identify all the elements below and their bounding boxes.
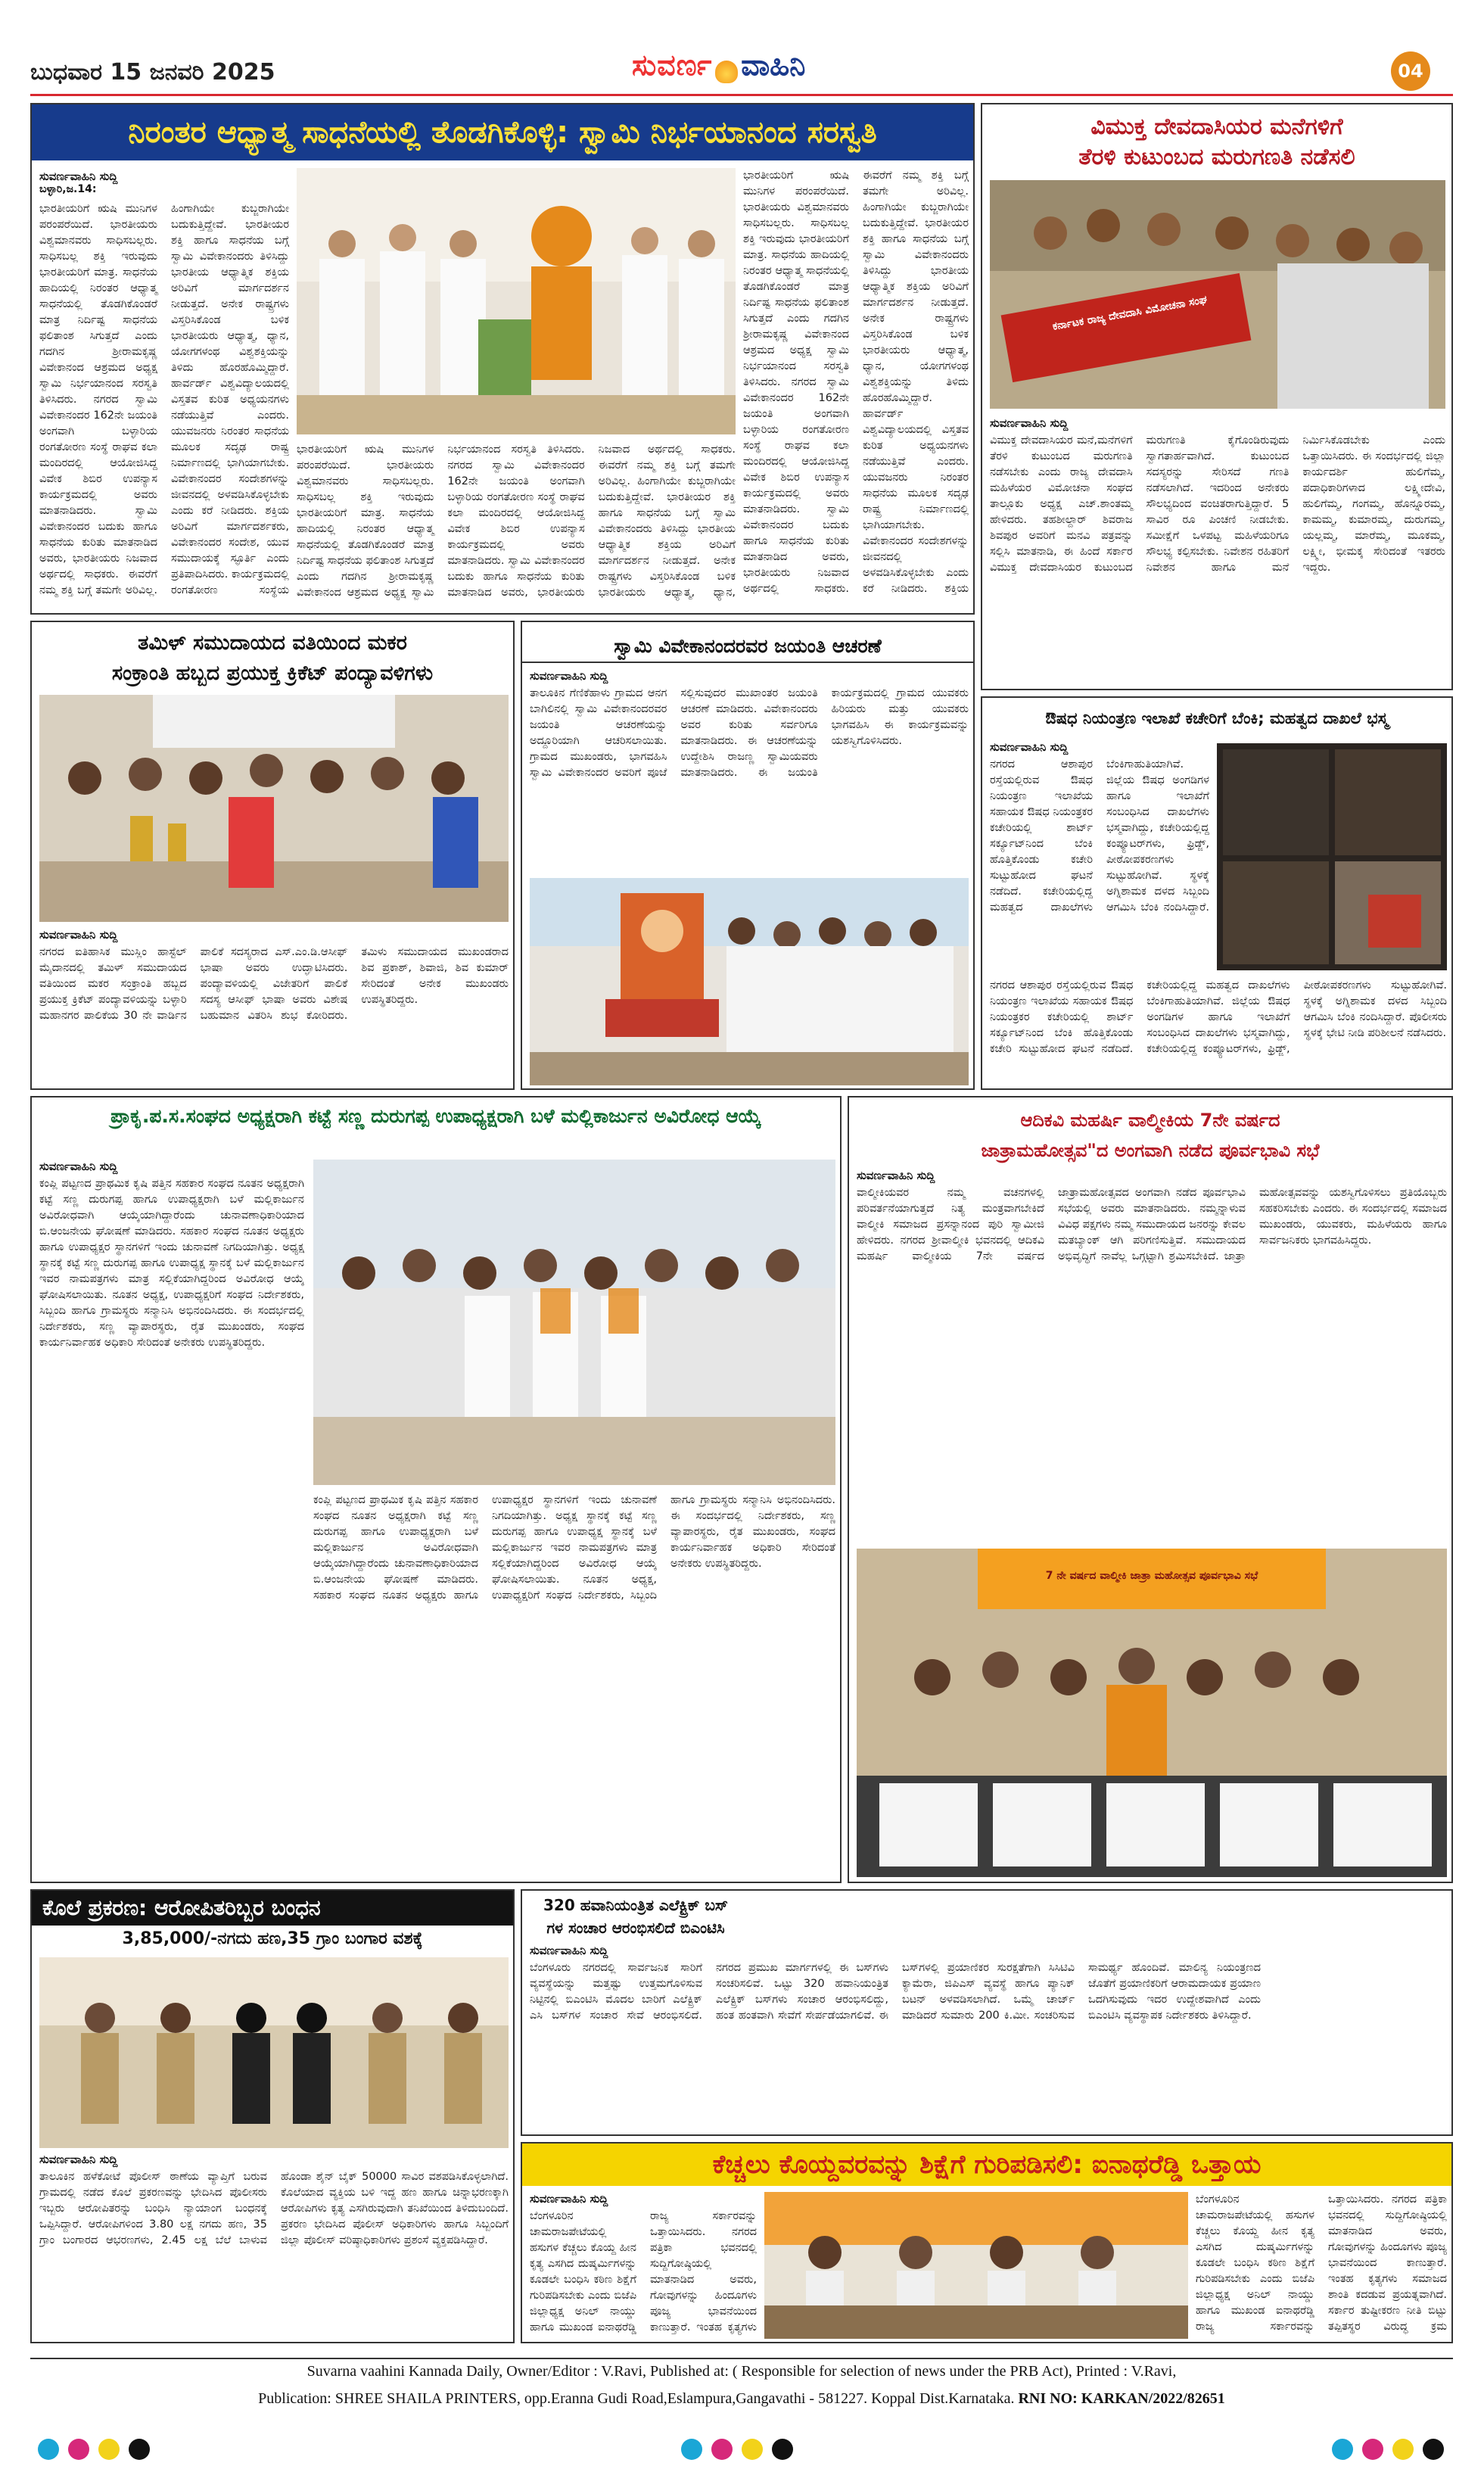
registration-mark-cyan-3 bbox=[1332, 2439, 1353, 2460]
footer-address: Publication: SHREE SHAILA PRINTERS, opp.Eranna Gudi Road,Eslampura,Gangavathi - 581227. Koppal Dist.Karnataka. bbox=[258, 2390, 1015, 2407]
vivekananda-photo-illustration bbox=[530, 878, 969, 1085]
pacs-body-right: ಕಂಪ್ಲಿ ಪಟ್ಟಣದ ಪ್ರಾಥಮಿಕ ಕೃಷಿ ಪತ್ತಿನ ಸಹಕಾರ ಸಂಘದ ನೂತನ ಅಧ್ಯಕ್ಷರಾಗಿ ಕಟ್ಟೆ ಸಣ್ಣ ದುರುಗಪ್ಪ ಹಾಗೂ ಉಪಾಧ್ಯಕ್ಷರಾಗಿ ಬಳೆ ಮಲ್ಲಿಕಾರ್ಜುನ ಅವಿರೋಧವಾಗಿ ಆಯ್ಕೆಯಾಗಿದ್ದಾರೆಂದು ಚುನಾವಣಾಧಿಕಾರಿಯಾದ ಬಿ.ಆಂಜನೇಯ ಘೋಷಣೆ ಮಾಡಿದರು. ಸಹಕಾರ ಸಂಘದ ನೂತನ ಅಧ್ಯಕ್ಷರು ಹಾಗೂ ಉಪಾಧ್ಯಕ್ಷರ ಸ್ಥಾನಗಳಿಗೆ ಇಂದು ಚುನಾವಣೆ ನಿಗದಿಯಾಗಿತ್ತು. ಅಧ್ಯಕ್ಷ ಸ್ಥಾನಕ್ಕೆ ಕಟ್ಟೆ ಸಣ್ಣ ದುರುಗಪ್ಪ ಹಾಗೂ ಉಪಾಧ್ಯಕ್ಷ ಸ್ಥಾನಕ್ಕೆ ಬಳೆ ಮಲ್ಲಿಕಾರ್ಜುನ ಇವರ ನಾಮಪತ್ರಗಳು ಮಾತ್ರ ಸಲ್ಲಿಕೆಯಾಗಿದ್ದರಿಂದ ಅವಿರೋಧ ಆಯ್ಕೆ ಘೋಷಿಸಲಾಯಿತು. ನೂತನ ಅಧ್ಯಕ್ಷ, ಉಪಾಧ್ಯಕ್ಷರಿಗೆ ಸಂಘದ ನಿರ್ದೇಶಕರು, ಸಿಬ್ಬಂದಿ ಹಾಗೂ ಗ್ರಾಮಸ್ಥರು ಸನ್ಮಾನಿಸಿ ಅಭಿನಂದಿಸಿದರು. ಈ ಸಂದರ್ಭದಲ್ಲಿ ನಿರ್ದೇಶಕರು, ಸಣ್ಣ ವ್ಯಾಪಾರಸ್ಥರು, ರೈತ ಮುಖಂಡರು, ಸಂಘದ ಕಾರ್ಯನಿರ್ವಾಹಕ ಅಧಿಕಾರಿ ಸೇರಿದಂತೆ ಅನೇಕರು ಉಪಸ್ಥಿತರಿದ್ದರು. bbox=[313, 1494, 835, 1602]
issue-date: ಬುಧವಾರ 15 ಜನವರಿ 2025 bbox=[30, 59, 275, 86]
lead-body-right: ಭಾರತೀಯರಿಗೆ ಋಷಿ ಮುನಿಗಳ ಪರಂಪರೆಯಿದೆ. ಭಾರತೀಯರು ವಿಶ್ವಮಾನವರು ಸಾಧಿಸಬಲ್ಲರು. ಸಾಧಿಸಬಲ್ಲ ಶಕ್ತಿ ಇರುವುದು ಭಾರತೀಯರಿಗೆ ಮಾತ್ರ. ಸಾಧನೆಯ ಹಾದಿಯಲ್ಲಿ ನಿರಂತರ ಆಧ್ಯಾತ್ಮ ಸಾಧನೆಯಲ್ಲಿ ತೊಡಗಿಕೊಂಡರೆ ಮಾತ್ರ ನಿರ್ದಿಷ್ಟ ಸಾಧನೆಯ ಫಲಿತಾಂಶ ಸಿಗುತ್ತದೆ ಎಂದು ಗದಗಿನ ಶ್ರೀರಾಮಕೃಷ್ಣ ವಿವೇಕಾನಂದ ಆಶ್ರಮದ ಅಧ್ಯಕ್ಷ ಸ್ವಾಮಿ ನಿರ್ಭಯಾನಂದ ಸರಸ್ವತಿ ತಿಳಿಸಿದರು. ನಗರದ ಸ್ವಾಮಿ ವಿವೇಕಾನಂದರ 162ನೇ ಜಯಂತಿ ಅಂಗವಾಗಿ ಬಳ್ಳಾರಿಯ ರಂಗತೋರಣ ಸಂಸ್ಥೆ ರಾಘವ ಕಲಾ ಮಂದಿರದಲ್ಲಿ ಆಯೋಜಿಸಿದ್ದ ವಿವೇಕ ಶಿಬಿರ ಉಪನ್ಯಾಸ ಕಾರ್ಯಕ್ರಮದಲ್ಲಿ ಅವರು ಮಾತನಾಡಿದರು. ಸ್ವಾಮಿ ವಿವೇಕಾನಂದರ ಬದುಕು ಹಾಗೂ ಸಾಧನೆಯ ಕುರಿತು ಮಾತನಾಡಿದ ಅವರು, ಭಾರತೀಯರು ನಿಜವಾದ ಅರ್ಥದಲ್ಲಿ ಸಾಧಕರು. ಈವರೆಗೆ ನಮ್ಮ ಶಕ್ತಿ ಬಗ್ಗೆ ತಮಗೇ ಅರಿವಿಲ್ಲ. ಹಿಂಗಾಗಿಯೇ ಕುಬ್ಜರಾಗಿಯೇ ಬದುಕುತ್ತಿದ್ದೇವೆ. ಭಾರತೀಯರ ಶಕ್ತಿ ಹಾಗೂ ಸಾಧನೆಯ ಬಗ್ಗೆ ಸ್ವಾಮಿ ವಿವೇಕಾನಂದರು ತಿಳಿಸಿದ್ದು ಭಾರತೀಯ ಆಧ್ಯಾತ್ಮಿಕ ಶಕ್ತಿಯ ಅರಿವಿಗೆ ಮಾರ್ಗದರ್ಶನ ನೀಡುತ್ತದೆ. ಅನೇಕ ರಾಷ್ಟ್ರಗಳು ವಿಸ್ತರಿಸಿಕೊಂಡ ಬಳಿಕ ಭಾರತೀಯರು ಆಧ್ಯಾತ್ಮ, ಧ್ಯಾನ, ಯೋಗಗಳಂಥ ವಿಶ್ವಶಕ್ತಿಯನ್ನು ತಿಳಿದು ಹೊರಹೊಮ್ಮಿದ್ದಾರೆ. ಹಾರ್ವರ್ಡ್ ವಿಶ್ವವಿದ್ಯಾಲಯದಲ್ಲಿ ವಿಸ್ತತವ ಕುರಿತ ಅಧ್ಯಯನಗಳು ನಡೆಯುತ್ತಿವೆ ಎಂದರು. ಯುವಜನರು ನಿರಂತರ ಸಾಧನೆಯ ಮೂಲಕ ಸದೃಢ ರಾಷ್ಟ್ರ ನಿರ್ಮಾಣದಲ್ಲಿ ಭಾಗಿಯಾಗಬೇಕು. ವಿವೇಕಾನಂದರ ಸಂದೇಶಗಳನ್ನು ಜೀವನದಲ್ಲಿ ಅಳವಡಿಸಿಕೊಳ್ಳಬೇಕು ಎಂದು ಕರೆ ನೀಡಿದರು. ಶಕ್ತಿಯ bbox=[743, 170, 969, 595]
ainathreddy-photo bbox=[764, 2192, 1188, 2339]
ainathreddy-byline: ಸುವರ್ಣವಾಹಿನಿ ಸುದ್ದಿ bbox=[530, 2192, 608, 2206]
masthead-logo bbox=[632, 48, 859, 91]
registration-mark-magenta bbox=[68, 2439, 89, 2460]
ainathreddy-article bbox=[521, 2142, 1453, 2343]
cricket-byline: ಸುವರ್ಣವಾಹಿನಿ ಸುದ್ದಿ bbox=[39, 928, 118, 942]
vivekananda-article bbox=[521, 621, 975, 1090]
devadasi-article bbox=[981, 103, 1453, 690]
murder-photo bbox=[39, 1957, 509, 2148]
lead-dateline: ಬಳ್ಳಾರಿ,ಜ.14: bbox=[39, 183, 97, 195]
lead-byline: ಸುವರ್ಣವಾಹಿನಿ ಸುದ್ದಿ bbox=[39, 170, 118, 183]
valmiki-byline: ಸುವರ್ಣವಾಹಿನಿ ಸುದ್ದಿ bbox=[857, 1169, 935, 1182]
registration-mark-black-2 bbox=[772, 2439, 793, 2460]
fire-article bbox=[981, 696, 1453, 1090]
valmiki-body: ವಾಲ್ಮೀಕಿಯವರ ನಮ್ಮ ವಚನಗಳಲ್ಲಿ ಪರಿವರ್ತನೆಯಾಗುತ್ತದೆ ನಿತ್ಯ ಮಂತ್ರವಾಗಬೇಕಿದೆ ವಾಲ್ಮೀಕಿ ಸಮಾಜದ ಪ್ರಸನ್ನಾನಂದ ಪುರಿ ಸ್ವಾಮೀಜಿ ಹೇಳಿದರು. ನಗರದ ಶ್ರೀವಾಲ್ಮೀಕಿ ಭವನದಲ್ಲಿ ಆದಿಕವಿ ಮಹರ್ಷಿ ವಾಲ್ಮೀಕಿಯ 7ನೇ ವರ್ಷದ ಜಾತ್ರಾಮಹೋತ್ಸವದ ಅಂಗವಾಗಿ ನಡೆದ ಪೂರ್ವಭಾವಿ ಸಭೆಯಲ್ಲಿ ಅವರು ಮಾತನಾಡಿದರು. ನಮ್ಮನ್ನಾಳುವ ವಿವಿಧ ಪಕ್ಷಗಳು ನಮ್ಮ ಸಮುದಾಯದ ಜನರನ್ನು ಕೇವಲ ಮತಬ್ಯಾಂಕ್ ಆಗಿ ಪರಿಗಣಿಸುತ್ತಿವೆ. ಸಮುದಾಯದ ಅಭಿವೃದ್ಧಿಗೆ ನಾವೆಲ್ಲ ಒಗ್ಗಟ್ಟಾಗಿ ಶ್ರಮಿಸಬೇಕಿದೆ. ಜಾತ್ರಾ ಮಹೋತ್ಸವವನ್ನು ಯಶಸ್ವಿಗೊಳಿಸಲು ಪ್ರತಿಯೊಬ್ಬರು ಸಹಕರಿಸಬೇಕು ಎಂದರು. ಈ ಸಂದರ್ಭದಲ್ಲಿ ಸಮಾಜದ ಮುಖಂಡರು, ಯುವಕರು, ಮಹಿಳೆಯರು ಹಾಗೂ ಸಾರ್ವಜನಿಕರು ಭಾಗವಹಿಸಿದ್ದರು. bbox=[857, 1187, 1447, 1262]
murder-headline: ಕೊಲೆ ಪ್ರಕರಣ: ಆರೋಪಿತರಿಬ್ಬರ ಬಂಧನ bbox=[32, 1891, 513, 1926]
registration-mark-magenta-2 bbox=[711, 2439, 733, 2460]
cricket-headline-2: ಸಂಕ್ರಾಂತಿ ಹಬ್ಬದ ಪ್ರಯುಕ್ತ ಕ್ರಿಕೆಟ್ ಪಂದ್ಯಾವಳಿಗಳು bbox=[111, 662, 434, 685]
cricket-photo-illustration bbox=[39, 695, 509, 922]
murder-byline: ಸುವರ್ಣವಾಹಿನಿ ಸುದ್ದಿ bbox=[39, 2153, 118, 2166]
murder-subhead: 3,85,000/-ನಗದು ಹಣ,35 ಗ್ರಾಂ ಬಂಗಾರ ವಶಕ್ಕೆ bbox=[122, 1929, 423, 1948]
page-number: 04 bbox=[1391, 51, 1430, 91]
masthead-divider bbox=[30, 94, 1453, 96]
lead-photo-illustration bbox=[297, 168, 736, 434]
bus-body: ಬೆಂಗಳೂರು ನಗರದಲ್ಲಿ ಸಾರ್ವಜನಿಕ ಸಾರಿಗೆ ವ್ಯವಸ್ಥೆಯನ್ನು ಮತ್ತಷ್ಟು ಉತ್ತಮಗೊಳಿಸುವ ನಿಟ್ಟಿನಲ್ಲಿ ಬಿಎಂಟಿಸಿ ಮೊದಲ ಬಾರಿಗೆ ಎಲೆಕ್ಟ್ರಿಕ್ ಎಸಿ ಬಸ್‌ಗಳ ಸಂಚಾರ ಸೇವೆ ಆರಂಭಿಸಲಿದೆ. ನಗರದ ಪ್ರಮುಖ ಮಾರ್ಗಗಳಲ್ಲಿ ಈ ಬಸ್‌ಗಳು ಸಂಚರಿಸಲಿವೆ. ಒಟ್ಟು 320 ಹವಾನಿಯಂತ್ರಿತ ಎಲೆಕ್ಟ್ರಿಕ್ ಬಸ್‌ಗಳು ಸಂಚಾರ ಆರಂಭಿಸಲಿದ್ದು, ಹಂತ ಹಂತವಾಗಿ ಸೇವೆಗೆ ಸೇರ್ಪಡೆಯಾಗಲಿವೆ. ಈ ಬಸ್‌ಗಳಲ್ಲಿ ಪ್ರಯಾಣಿಕರ ಸುರಕ್ಷತೆಗಾಗಿ ಸಿಸಿಟಿವಿ ಕ್ಯಾಮೆರಾ, ಜಿಪಿಎಸ್ ವ್ಯವಸ್ಥೆ ಹಾಗೂ ಪ್ಯಾನಿಕ್ ಬಟನ್ ಅಳವಡಿಸಲಾಗಿದೆ. ಒಮ್ಮೆ ಚಾರ್ಜ್ ಮಾಡಿದರೆ ಸುಮಾರು 200 ಕಿ.ಮೀ. ಸಂಚರಿಸುವ ಸಾಮರ್ಥ್ಯ ಹೊಂದಿವೆ. ಮಾಲಿನ್ಯ ನಿಯಂತ್ರಣದ ಜೊತೆಗೆ ಪ್ರಯಾಣಿಕರಿಗೆ ಆರಾಮದಾಯಕ ಪ್ರಯಾಣ ಒದಗಿಸುವುದು ಇದರ ಉದ್ದೇಶವಾಗಿದೆ ಎಂದು ಬಿಎಂಟಿಸಿ ವ್ಯವಸ್ಥಾಪಕ ನಿರ್ದೇಶಕರು ತಿಳಿಸಿದ್ದಾರೆ. bbox=[530, 1962, 1261, 2022]
lead-body-mid: ಭಾರತೀಯರಿಗೆ ಋಷಿ ಮುನಿಗಳ ಪರಂಪರೆಯಿದೆ. ಭಾರತೀಯರು ವಿಶ್ವಮಾನವರು ಸಾಧಿಸಬಲ್ಲರು. ಸಾಧಿಸಬಲ್ಲ ಶಕ್ತಿ ಇರುವುದು ಭಾರತೀಯರಿಗೆ ಮಾತ್ರ. ಸಾಧನೆಯ ಹಾದಿಯಲ್ಲಿ ನಿರಂತರ ಆಧ್ಯಾತ್ಮ ಸಾಧನೆಯಲ್ಲಿ ತೊಡಗಿಕೊಂಡರೆ ಮಾತ್ರ ನಿರ್ದಿಷ್ಟ ಸಾಧನೆಯ ಫಲಿತಾಂಶ ಸಿಗುತ್ತದೆ ಎಂದು ಗದಗಿನ ಶ್ರೀರಾಮಕೃಷ್ಣ ವಿವೇಕಾನಂದ ಆಶ್ರಮದ ಅಧ್ಯಕ್ಷ ಸ್ವಾಮಿ ನಿರ್ಭಯಾನಂದ ಸರಸ್ವತಿ ತಿಳಿಸಿದರು. ನಗರದ ಸ್ವಾಮಿ ವಿವೇಕಾನಂದರ 162ನೇ ಜಯಂತಿ ಅಂಗವಾಗಿ ಬಳ್ಳಾರಿಯ ರಂಗತೋರಣ ಸಂಸ್ಥೆ ರಾಘವ ಕಲಾ ಮಂದಿರದಲ್ಲಿ ಆಯೋಜಿಸಿದ್ದ ವಿವೇಕ ಶಿಬಿರ ಉಪನ್ಯಾಸ ಕಾರ್ಯಕ್ರಮದಲ್ಲಿ ಅವರು ಮಾತನಾಡಿದರು. ಸ್ವಾಮಿ ವಿವೇಕಾನಂದರ ಬದುಕು ಹಾಗೂ ಸಾಧನೆಯ ಕುರಿತು ಮಾತನಾಡಿದ ಅವರು, ಭಾರತೀಯರು ನಿಜವಾದ ಅರ್ಥದಲ್ಲಿ ಸಾಧಕರು. ಈವರೆಗೆ ನಮ್ಮ ಶಕ್ತಿ ಬಗ್ಗೆ ತಮಗೇ ಅರಿವಿಲ್ಲ. ಹಿಂಗಾಗಿಯೇ ಕುಬ್ಜರಾಗಿಯೇ ಬದುಕುತ್ತಿದ್ದೇವೆ. ಭಾರತೀಯರ ಶಕ್ತಿ ಹಾಗೂ ಸಾಧನೆಯ ಬಗ್ಗೆ ಸ್ವಾಮಿ ವಿವೇಕಾನಂದರು ತಿಳಿಸಿದ್ದು ಭಾರತೀಯ ಆಧ್ಯಾತ್ಮಿಕ ಶಕ್ತಿಯ ಅರಿವಿಗೆ ಮಾರ್ಗದರ್ಶನ ನೀಡುತ್ತದೆ. ಅನೇಕ ರಾಷ್ಟ್ರಗಳು ವಿಸ್ತರಿಸಿಕೊಂಡ ಬಳಿಕ ಭಾರತೀಯರು ಆಧ್ಯಾತ್ಮ, ಧ್ಯಾನ, bbox=[297, 444, 736, 599]
bus-headline-1: 320 ಹವಾನಿಯಂತ್ರಿತ ಎಲೆಕ್ಟ್ರಿಕ್ ಬಸ್ bbox=[543, 1896, 728, 1914]
lead-article bbox=[30, 103, 975, 615]
registration-mark-black bbox=[129, 2439, 150, 2460]
vivekananda-photo bbox=[530, 878, 969, 1085]
footer-imprint-1: Suvarna vaahini Kannada Daily, Owner/Editor : V.Ravi, Published at: ( Responsible for selection of news under the PRB Act), Printed : V.Ravi, bbox=[306, 2363, 1177, 2380]
valmiki-stage-banner: 7 ನೇ ವರ್ಷದ ವಾಲ್ಮೀಕಿ ಜಾತ್ರಾ ಮಹೋತ್ಸವ ಪೂರ್ವಭಾವಿ ಸಭೆ bbox=[1045, 1570, 1258, 1582]
brand-left: ಸುವರ್ಣ bbox=[632, 48, 713, 82]
valmiki-headline-1: ಆದಿಕವಿ ಮಹರ್ಷಿ ವಾಲ್ಮೀಕಿಯ 7ನೇ ವರ್ಷದ bbox=[1020, 1110, 1280, 1131]
devadasi-photo bbox=[990, 180, 1445, 409]
footer-imprint-2 bbox=[30, 2390, 1453, 2408]
murder-article bbox=[30, 1889, 515, 2343]
bus-byline: ಸುವರ್ಣವಾಹಿನಿ ಸುದ್ದಿ bbox=[530, 1944, 608, 1957]
ainathreddy-photo-illustration bbox=[764, 2192, 1188, 2339]
ainathreddy-body-left: ಬೆಂಗಳೂರಿನ ಚಾಮರಾಜಪೇಟೆಯಲ್ಲಿ ಹಸುಗಳ ಕೆಚ್ಚಲು ಕೊಯ್ದ ಹೀನ ಕೃತ್ಯ ಎಸಗಿದ ದುಷ್ಕರ್ಮಿಗಳನ್ನು ಕೂಡಲೇ ಬಂಧಿಸಿ ಕಠಿಣ ಶಿಕ್ಷೆಗೆ ಗುರಿಪಡಿಸಬೇಕು ಎಂದು ಬಿಜೆಪಿ ಜಿಲ್ಲಾಧ್ಯಕ್ಷ ಅನಿಲ್ ನಾಯ್ಡು ಹಾಗೂ ಮುಖಂಡ ಐನಾಥರೆಡ್ಡಿ ರಾಜ್ಯ ಸರ್ಕಾರವನ್ನು ಒತ್ತಾಯಿಸಿದರು. ನಗರದ ಪತ್ರಿಕಾ ಭವನದಲ್ಲಿ ಸುದ್ದಿಗೋಷ್ಠಿಯಲ್ಲಿ ಮಾತನಾಡಿದ ಅವರು, ಗೋವುಗಳನ್ನು ಹಿಂದೂಗಳು ಪೂಜ್ಯ ಭಾವನೆಯಿಂದ ಕಾಣುತ್ತಾರೆ. ಇಂತಹ ಕೃತ್ಯಗಳು bbox=[530, 2210, 757, 2333]
footer-divider bbox=[30, 2358, 1453, 2359]
flame-icon bbox=[715, 61, 738, 83]
fire-photo-illustration bbox=[1217, 743, 1447, 970]
valmiki-photo-illustration bbox=[857, 1549, 1447, 1877]
fire-byline: ಸುವರ್ಣವಾಹಿನಿ ಸುದ್ದಿ bbox=[990, 740, 1069, 754]
fire-photo bbox=[1217, 743, 1447, 970]
pacs-headline: ಪ್ರಾಕೃ.ಪ.ಸ.ಸಂಘದ ಅಧ್ಯಕ್ಷರಾಗಿ ಕಟ್ಟೆ ಸಣ್ಣ ದುರುಗಪ್ಪ ಉಪಾಧ್ಯಕ್ಷರಾಗಿ ಬಳೆ ಮಲ್ಲಿಕಾರ್ಜುನ ಅವಿರೋಧ ಆಯ್ಕೆ bbox=[110, 1105, 761, 1127]
devadasi-byline: ಸುವರ್ಣವಾಹಿನಿ ಸುದ್ದಿ bbox=[990, 416, 1069, 430]
pacs-article bbox=[30, 1096, 842, 1883]
devadasi-photo-banner: ಕರ್ನಾಟಕ ರಾಜ್ಯ ದೇವದಾಸಿ ವಿಮೋಚನಾ ಸಂಘ bbox=[1051, 294, 1209, 333]
brand-right: ವಾಹಿನಿ bbox=[741, 48, 806, 82]
footer-rni: RNI NO: KARKAN/2022/82651 bbox=[1018, 2390, 1225, 2407]
devadasi-body: ವಿಮುಕ್ತ ದೇವದಾಸಿಯರ ಮನೆ,ಮನೆಗಳಿಗೆ ತೆರಳಿ ಕುಟುಂಬದ ಮರುಗಣತಿ ನಡೆಸಬೇಕು ಎಂದು ರಾಜ್ಯ ದೇವದಾಸಿ ಮಹಿಳೆಯರ ವಿಮೋಚನಾ ಸಂಘದ ತಾಲ್ಲೂಕು ಅಧ್ಯಕ್ಷ ಎಚ್.ಶಾಂತಮ್ಮ ಹೇಳಿದರು. ತಹಶೀಲ್ದಾರ್ ಶಿವರಾಜ ಶಿವಪುರ ಅವರಿಗೆ ಮನವಿ ಪತ್ರವನ್ನು ಸಲ್ಲಿಸಿ ಮಾತನಾಡಿ, ಈ ಹಿಂದೆ ಸರ್ಕಾರ ವಿಮುಕ್ತ ದೇವದಾಸಿಯರ ಕುಟುಂಬದ ಮರುಗಣತಿ ಕೈಗೊಂಡಿರುವುದು ಸ್ವಾಗತಾರ್ಹವಾಗಿದೆ. ಕುಟುಂಬದ ಸದಸ್ಯರನ್ನು ಸೇರಿಸದೆ ಗಣತಿ ನಡೆಸಲಾಗಿದೆ. ಇದರಿಂದ ಅನೇಕರು ಸೌಲಭ್ಯದಿಂದ ವಂಚಿತರಾಗುತ್ತಿದ್ದಾರೆ. 5 ಸಾವಿರ ರೂ ಪಿಂಚಣಿ ನೀಡಬೇಕು. ಸಮೀಕ್ಷೆಗೆ ಒಳಪಟ್ಟ ಮಹಿಳೆಯರಿಗೂ ಸೌಲಭ್ಯ ಕಲ್ಪಿಸಬೇಕು. ನಿವೇಶನ ರಹಿತರಿಗೆ ನಿವೇಶನ ಹಾಗೂ ಮನೆ ನಿರ್ಮಿಸಿಕೊಡಬೇಕು ಎಂದು ಒತ್ತಾಯಿಸಿದರು. ಈ ಸಂದರ್ಭದಲ್ಲಿ ಜಿಲ್ಲಾ ಕಾರ್ಯದರ್ಶಿ ಹುಲಿಗೆಮ್ಮ, ಪದಾಧಿಕಾರಿಗಳಾದ ಲಕ್ಷ್ಮೀದೇವಿ, ಹುಲಿಗೆಮ್ಮ, ಗಂಗಮ್ಮ, ಹೊನ್ನೂರಮ್ಮ, ಕಾಮಮ್ಮ, ಕುಮಾರಮ್ಮ, ದುರುಗಮ್ಮ, ಯಲ್ಲಮ್ಮ, ಮಾರೆಮ್ಮ, ಮೂಕಮ್ಮ, ಲಕ್ಷ್ಮೀ, ಭೀಮಕ್ಕ ಸೇರಿದಂತೆ ಇತರರು ಇದ್ದರು. bbox=[990, 434, 1445, 574]
vivekananda-body: ತಾಲೂಕಿನ ಗೆಣಿಕೆಹಾಳು ಗ್ರಾಮದ ಆನಗ ಬಾಗಿಲಿನಲ್ಲಿ ಸ್ವಾಮಿ ವಿವೇಕಾನಂದರವರ ಜಯಂತಿ ಆಚರಣೆಯನ್ನು ಅದ್ದೂರಿಯಾಗಿ ಆಚರಿಸಲಾಯಿತು. ಗ್ರಾಮದ ಮುಖಂಡರು, ಭಾಗವಹಿಸಿ ಸ್ವಾಮಿ ವಿವೇಕಾನಂದರ ಅವರಿಗೆ ಪೂಜೆ ಸಲ್ಲಿಸುವುದರ ಮುಖಾಂತರ ಜಯಂತಿ ಆಚರಣೆ ಮಾಡಿದರು. ವಿವೇಕಾನಂದರು ಅವರ ಕುರಿತು ಸರ್ವರಿಗೂ ಮಾತನಾಡಿದರು. ಈ ಆಚರಣೆಯನ್ನು ಉದ್ದೇಶಿಸಿ ರಾಜಣ್ಣ ಸ್ವಾಮಿಯವರು ಮಾತನಾಡಿದರು. ಈ ಜಯಂತಿ ಕಾರ್ಯಕ್ರಮದಲ್ಲಿ ಗ್ರಾಮದ ಯುವಕರು ಹಿರಿಯರು ಮತ್ತು ಯುವಕರು ಭಾಗವಹಿಸಿ ಈ ಕಾರ್ಯಕ್ರಮವನ್ನು ಯಶಸ್ವಿಗೊಳಿಸಿದರು. bbox=[530, 687, 969, 779]
registration-mark-black-3 bbox=[1423, 2439, 1444, 2460]
registration-mark-yellow bbox=[98, 2439, 120, 2460]
cricket-headline-1: ತಮಿಳ್ ಸಮುದಾಯದ ವತಿಯಿಂದ ಮಕರ bbox=[138, 631, 407, 655]
registration-mark-magenta-3 bbox=[1362, 2439, 1383, 2460]
vivekananda-byline: ಸುವರ್ಣವಾಹಿನಿ ಸುದ್ದಿ bbox=[530, 669, 608, 683]
fire-body-bottom: ನಗರದ ಆಶಾಪುರ ರಸ್ತೆಯಲ್ಲಿರುವ ಔಷಧ ನಿಯಂತ್ರಣ ಇಲಾಖೆಯ ಸಹಾಯಕ ಔಷಧ ನಿಯಂತ್ರಕರ ಕಚೇರಿಯಲ್ಲಿ ಶಾರ್ಟ್ ಸರ್ಕ್ಯೂಟ್‌ನಿಂದ ಬೆಂಕಿ ಹೊತ್ತಿಕೊಂಡು ಕಚೇರಿ ಸುಟ್ಟುಹೋದ ಘಟನೆ ನಡೆದಿದೆ. ಕಚೇರಿಯಲ್ಲಿದ್ದ ಮಹತ್ವದ ದಾಖಲೆಗಳು ಬೆಂಕಿಗಾಹುತಿಯಾಗಿವೆ. ಜಿಲ್ಲೆಯ ಔಷಧ ಅಂಗಡಿಗಳ ಹಾಗೂ ಇಲಾಖೆಗೆ ಸಂಬಂಧಿಸಿದ ದಾಖಲೆಗಳು ಭಸ್ಮವಾಗಿದ್ದು, ಕಚೇರಿಯಲ್ಲಿದ್ದ ಕಂಪ್ಯೂಟರ್‌ಗಳು, ಫ್ರಿಡ್ಜ್, ಪೀಠೋಪಕರಣಗಳು ಸುಟ್ಟುಹೋಗಿವೆ. ಸ್ಥಳಕ್ಕೆ ಅಗ್ನಿಶಾಮಕ ದಳದ ಸಿಬ್ಬಂದಿ ಆಗಮಿಸಿ ಬೆಂಕಿ ನಂದಿಸಿದ್ದಾರೆ. ಪೊಲೀಸರು ಸ್ಥಳಕ್ಕೆ ಭೇಟಿ ನೀಡಿ ಪರಿಶೀಲನೆ ನಡೆಸಿದರು. bbox=[990, 979, 1447, 1055]
pacs-photo-illustration bbox=[313, 1160, 835, 1485]
devadasi-headline-2: ತೆರಳಿ ಕುಟುಂಬದ ಮರುಗಣತಿ ನಡೆಸಲಿ bbox=[1078, 144, 1355, 170]
cricket-article bbox=[30, 621, 515, 1090]
fire-headline: ಔಷಧ ನಿಯಂತ್ರಣ ಇಲಾಖೆ ಕಚೇರಿಗೆ ಬೆಂಕಿ; ಮಹತ್ವದ ದಾಖಲೆ ಭಸ್ಮ bbox=[1045, 709, 1389, 727]
registration-mark-cyan-2 bbox=[681, 2439, 702, 2460]
murder-body: ತಾಲೂಕಿನ ಹಳೆಕೋಟೆ ಪೊಲೀಸ್ ಠಾಣೆಯ ವ್ಯಾಪ್ತಿಗೆ ಬರುವ ಗ್ರಾಮದಲ್ಲಿ ನಡೆದ ಕೊಲೆ ಪ್ರಕರಣವನ್ನು ಭೇದಿಸಿದ ಪೊಲೀಸರು ಇಬ್ಬರು ಆರೋಪಿತರನ್ನು ಬಂಧಿಸಿ ನ್ಯಾಯಾಂಗ ಬಂಧನಕ್ಕೆ ಒಪ್ಪಿಸಿದ್ದಾರೆ. ಆರೋಪಿಗಳಿಂದ 3.80 ಲಕ್ಷ ನಗದು ಹಣ, 35 ಗ್ರಾಂ ಬಂಗಾರದ ಆಭರಣಗಳು, 2.45 ಲಕ್ಷ ಬೆಲೆ ಬಾಳುವ ಹೊಂಡಾ ಶೈನ್ ಬೈಕ್ 50000 ಸಾವಿರ ವಶಪಡಿಸಿಕೊಳ್ಳಲಾಗಿದೆ. ಕೊಲೆಯಾದ ವ್ಯಕ್ತಿಯ ಬಳಿ ಇದ್ದ ಹಣ ಹಾಗೂ ಚಿನ್ನಾಭರಣಕ್ಕಾಗಿ ಆರೋಪಿಗಳು ಕೃತ್ಯ ಎಸಗಿರುವುದಾಗಿ ತನಿಖೆಯಿಂದ ತಿಳಿದುಬಂದಿದೆ. ಪ್ರಕರಣ ಭೇದಿಸಿದ ಪೊಲೀಸ್ ಅಧಿಕಾರಿಗಳು ಹಾಗೂ ಸಿಬ್ಬಂದಿಗೆ ಜಿಲ್ಲಾ ಪೊಲೀಸ್ ವರಿಷ್ಠಾಧಿಕಾರಿಗಳು ಪ್ರಶಂಸೆ ವ್ಯಕ್ತಪಡಿಸಿದ್ದಾರೆ. bbox=[39, 2171, 509, 2246]
bus-article bbox=[521, 1889, 1453, 2136]
devadasi-headline-1: ವಿಮುಕ್ತ ದೇವದಾಸಿಯರ ಮನೆಗಳಿಗೆ bbox=[1090, 114, 1343, 140]
valmiki-article bbox=[848, 1096, 1453, 1883]
pacs-byline: ಸುವರ್ಣವಾಹಿನಿ ಸುದ್ದಿ bbox=[39, 1160, 118, 1173]
ainathreddy-body-right: ಬೆಂಗಳೂರಿನ ಚಾಮರಾಜಪೇಟೆಯಲ್ಲಿ ಹಸುಗಳ ಕೆಚ್ಚಲು ಕೊಯ್ದ ಹೀನ ಕೃತ್ಯ ಎಸಗಿದ ದುಷ್ಕರ್ಮಿಗಳನ್ನು ಕೂಡಲೇ ಬಂಧಿಸಿ ಕಠಿಣ ಶಿಕ್ಷೆಗೆ ಗುರಿಪಡಿಸಬೇಕು ಎಂದು ಬಿಜೆಪಿ ಜಿಲ್ಲಾಧ್ಯಕ್ಷ ಅನಿಲ್ ನಾಯ್ಡು ಹಾಗೂ ಮುಖಂಡ ಐನಾಥರೆಡ್ಡಿ ರಾಜ್ಯ ಸರ್ಕಾರವನ್ನು ಒತ್ತಾಯಿಸಿದರು. ನಗರದ ಪತ್ರಿಕಾ ಭವನದಲ್ಲಿ ಸುದ್ದಿಗೋಷ್ಠಿಯಲ್ಲಿ ಮಾತನಾಡಿದ ಅವರು, ಗೋವುಗಳನ್ನು ಹಿಂದೂಗಳು ಪೂಜ್ಯ ಭಾವನೆಯಿಂದ ಕಾಣುತ್ತಾರೆ. ಇಂತಹ ಕೃತ್ಯಗಳು ಸಮಾಜದ ಶಾಂತಿ ಕದಡುವ ಪ್ರಯತ್ನವಾಗಿದೆ. ಸರ್ಕಾರ ತುಷ್ಟೀಕರಣ ನೀತಿ ಬಿಟ್ಟು ತಪ್ಪಿತಸ್ಥರ ವಿರುದ್ಧ ಕ್ರಮ bbox=[1196, 2193, 1447, 2333]
lead-body-left: ಭಾರತೀಯರಿಗೆ ಋಷಿ ಮುನಿಗಳ ಪರಂಪರೆಯಿದೆ. ಭಾರತೀಯರು ವಿಶ್ವಮಾನವರು ಸಾಧಿಸಬಲ್ಲರು. ಸಾಧಿಸಬಲ್ಲ ಶಕ್ತಿ ಇರುವುದು ಭಾರತೀಯರಿಗೆ ಮಾತ್ರ. ಸಾಧನೆಯ ಹಾದಿಯಲ್ಲಿ ನಿರಂತರ ಆಧ್ಯಾತ್ಮ ಸಾಧನೆಯಲ್ಲಿ ತೊಡಗಿಕೊಂಡರೆ ಮಾತ್ರ ನಿರ್ದಿಷ್ಟ ಸಾಧನೆಯ ಫಲಿತಾಂಶ ಸಿಗುತ್ತದೆ ಎಂದು ಗದಗಿನ ಶ್ರೀರಾಮಕೃಷ್ಣ ವಿವೇಕಾನಂದ ಆಶ್ರಮದ ಅಧ್ಯಕ್ಷ ಸ್ವಾಮಿ ನಿರ್ಭಯಾನಂದ ಸರಸ್ವತಿ ತಿಳಿಸಿದರು. ನಗರದ ಸ್ವಾಮಿ ವಿವೇಕಾನಂದರ 162ನೇ ಜಯಂತಿ ಅಂಗವಾಗಿ ಬಳ್ಳಾರಿಯ ರಂಗತೋರಣ ಸಂಸ್ಥೆ ರಾಘವ ಕಲಾ ಮಂದಿರದಲ್ಲಿ ಆಯೋಜಿಸಿದ್ದ ವಿವೇಕ ಶಿಬಿರ ಉಪನ್ಯಾಸ ಕಾರ್ಯಕ್ರಮದಲ್ಲಿ ಅವರು ಮಾತನಾಡಿದರು. ಸ್ವಾಮಿ ವಿವೇಕಾನಂದರ ಬದುಕು ಹಾಗೂ ಸಾಧನೆಯ ಕುರಿತು ಮಾತನಾಡಿದ ಅವರು, ಭಾರತೀಯರು ನಿಜವಾದ ಅರ್ಥದಲ್ಲಿ ಸಾಧಕರು. ಈವರೆಗೆ ನಮ್ಮ ಶಕ್ತಿ ಬಗ್ಗೆ ತಮಗೇ ಅರಿವಿಲ್ಲ. ಹಿಂಗಾಗಿಯೇ ಕುಬ್ಜರಾಗಿಯೇ ಬದುಕುತ್ತಿದ್ದೇವೆ. ಭಾರತೀಯರ ಶಕ್ತಿ ಹಾಗೂ ಸಾಧನೆಯ ಬಗ್ಗೆ ಸ್ವಾಮಿ ವಿವೇಕಾನಂದರು ತಿಳಿಸಿದ್ದು ಭಾರತೀಯ ಆಧ್ಯಾತ್ಮಿಕ ಶಕ್ತಿಯ ಅರಿವಿಗೆ ಮಾರ್ಗದರ್ಶನ ನೀಡುತ್ತದೆ. ಅನೇಕ ರಾಷ್ಟ್ರಗಳು ವಿಸ್ತರಿಸಿಕೊಂಡ ಬಳಿಕ ಭಾರತೀಯರು ಆಧ್ಯಾತ್ಮ, ಧ್ಯಾನ, ಯೋಗಗಳಂಥ ವಿಶ್ವಶಕ್ತಿಯನ್ನು ತಿಳಿದು ಹೊರಹೊಮ್ಮಿದ್ದಾರೆ. ಹಾರ್ವರ್ಡ್ ವಿಶ್ವವಿದ್ಯಾಲಯದಲ್ಲಿ ವಿಸ್ತತವ ಕುರಿತ ಅಧ್ಯಯನಗಳು ನಡೆಯುತ್ತಿವೆ ಎಂದರು. ಯುವಜನರು ನಿರಂತರ ಸಾಧನೆಯ ಮೂಲಕ ಸದೃಢ ರಾಷ್ಟ್ರ ನಿರ್ಮಾಣದಲ್ಲಿ ಭಾಗಿಯಾಗಬೇಕು. ವಿವೇಕಾನಂದರ ಸಂದೇಶಗಳನ್ನು ಜೀವನದಲ್ಲಿ ಅಳವಡಿಸಿಕೊಳ್ಳಬೇಕು ಎಂದು ಕರೆ ನೀಡಿದರು. ಶಕ್ತಿಯ ಅರಿವಿಗೆ ಮಾರ್ಗದರ್ಶಕರು, ವಿವೇಕಾನಂದರ ಸಂದೇಶ, ಯುವ ಸಮುದಾಯಕ್ಕೆ ಸ್ಫೂರ್ತಿ ಎಂದು ಪ್ರತಿಪಾದಿಸಿದರು. ಕಾರ್ಯಕ್ರಮದಲ್ಲಿ ರಂಗತೋರಣ ಸಂಸ್ಥೆಯ bbox=[39, 203, 289, 596]
valmiki-headline-2: ಜಾತ್ರಾಮಹೋತ್ಸವ"ದ ಅಂಗವಾಗಿ ನಡೆದ ಪೂರ್ವಭಾವಿ ಸಭೆ bbox=[981, 1140, 1320, 1161]
valmiki-photo bbox=[857, 1549, 1447, 1877]
registration-mark-yellow-2 bbox=[742, 2439, 763, 2460]
fire-body-left: ನಗರದ ಆಶಾಪುರ ರಸ್ತೆಯಲ್ಲಿರುವ ಔಷಧ ನಿಯಂತ್ರಣ ಇಲಾಖೆಯ ಸಹಾಯಕ ಔಷಧ ನಿಯಂತ್ರಕರ ಕಚೇರಿಯಲ್ಲಿ ಶಾರ್ಟ್ ಸರ್ಕ್ಯೂಟ್‌ನಿಂದ ಬೆಂಕಿ ಹೊತ್ತಿಕೊಂಡು ಕಚೇರಿ ಸುಟ್ಟುಹೋದ ಘಟನೆ ನಡೆದಿದೆ. ಕಚೇರಿಯಲ್ಲಿದ್ದ ಮಹತ್ವದ ದಾಖಲೆಗಳು ಬೆಂಕಿಗಾಹುತಿಯಾಗಿವೆ. ಜಿಲ್ಲೆಯ ಔಷಧ ಅಂಗಡಿಗಳ ಹಾಗೂ ಇಲಾಖೆಗೆ ಸಂಬಂಧಿಸಿದ ದಾಖಲೆಗಳು ಭಸ್ಮವಾಗಿದ್ದು, ಕಚೇರಿಯಲ್ಲಿದ್ದ ಕಂಪ್ಯೂಟರ್‌ಗಳು, ಫ್ರಿಡ್ಜ್, ಪೀಠೋಪಕರಣಗಳು ಸುಟ್ಟುಹೋಗಿವೆ. ಸ್ಥಳಕ್ಕೆ ಅಗ್ನಿಶಾಮಕ ದಳದ ಸಿಬ್ಬಂದಿ ಆಗಮಿಸಿ ಬೆಂಕಿ ನಂದಿಸಿದ್ದಾರೆ. bbox=[990, 758, 1209, 914]
pacs-body-left: ಕಂಪ್ಲಿ ಪಟ್ಟಣದ ಪ್ರಾಥಮಿಕ ಕೃಷಿ ಪತ್ತಿನ ಸಹಕಾರ ಸಂಘದ ನೂತನ ಅಧ್ಯಕ್ಷರಾಗಿ ಕಟ್ಟೆ ಸಣ್ಣ ದುರುಗಪ್ಪ ಹಾಗೂ ಉಪಾಧ್ಯಕ್ಷರಾಗಿ ಬಳೆ ಮಲ್ಲಿಕಾರ್ಜುನ ಅವಿರೋಧವಾಗಿ ಆಯ್ಕೆಯಾಗಿದ್ದಾರೆಂದು ಚುನಾವಣಾಧಿಕಾರಿಯಾದ ಬಿ.ಆಂಜನೇಯ ಘೋಷಣೆ ಮಾಡಿದರು. ಸಹಕಾರ ಸಂಘದ ನೂತನ ಅಧ್ಯಕ್ಷರು ಹಾಗೂ ಉಪಾಧ್ಯಕ್ಷರ ಸ್ಥಾನಗಳಿಗೆ ಇಂದು ಚುನಾವಣೆ ನಿಗದಿಯಾಗಿತ್ತು. ಅಧ್ಯಕ್ಷ ಸ್ಥಾನಕ್ಕೆ ಕಟ್ಟೆ ಸಣ್ಣ ದುರುಗಪ್ಪ ಹಾಗೂ ಉಪಾಧ್ಯಕ್ಷ ಸ್ಥಾನಕ್ಕೆ ಬಳೆ ಮಲ್ಲಿಕಾರ್ಜುನ ಇವರ ನಾಮಪತ್ರಗಳು ಮಾತ್ರ ಸಲ್ಲಿಕೆಯಾಗಿದ್ದರಿಂದ ಅವಿರೋಧ ಆಯ್ಕೆ ಘೋಷಿಸಲಾಯಿತು. ನೂತನ ಅಧ್ಯಕ್ಷ, ಉಪಾಧ್ಯಕ್ಷರಿಗೆ ಸಂಘದ ನಿರ್ದೇಶಕರು, ಸಿಬ್ಬಂದಿ ಹಾಗೂ ಗ್ರಾಮಸ್ಥರು ಸನ್ಮಾನಿಸಿ ಅಭಿನಂದಿಸಿದರು. ಈ ಸಂದರ್ಭದಲ್ಲಿ ನಿರ್ದೇಶಕರು, ಸಣ್ಣ ವ್ಯಾಪಾರಸ್ಥರು, ರೈತ ಮುಖಂಡರು, ಸಂಘದ ಕಾರ್ಯನಿರ್ವಾಹಕ ಅಧಿಕಾರಿ ಸೇರಿದಂತೆ ಅನೇಕರು ಉಪಸ್ಥಿತರಿದ್ದರು. bbox=[39, 1178, 304, 1349]
vivekananda-headline: ಸ್ವಾಮಿ ವಿವೇಕಾನಂದರವರ ಜಯಂತಿ ಆಚರಣೆ bbox=[522, 622, 973, 663]
registration-mark-cyan bbox=[38, 2439, 59, 2460]
cricket-body: ನಗರದ ಐತಿಹಾಸಿಕ ಮುಸ್ಲಿಂ ಹಾಸ್ಟೆಲ್ ಮೈದಾನದಲ್ಲಿ ತಮಿಳ್ ಸಮುದಾಯದ ವತಿಯಿಂದ ಮಕರ ಸಂಕ್ರಾಂತಿ ಹಬ್ಬದ ಪ್ರಯುಕ್ತ ಕ್ರಿಕೆಟ್ ಪಂದ್ಯಾವಳಿಯನ್ನು ಬಳ್ಳಾರಿ ಮಹಾನಗರ ಪಾಲಿಕೆಯ 30 ನೇ ವಾರ್ಡಿನ ಪಾಲಿಕೆ ಸದಸ್ಯರಾದ ಎಸ್.ಎಂ.ಡಿ.ಆಸೀಫ್ ಭಾಷಾ ಅವರು ಉದ್ಘಾಟಿಸಿದರು. ಪಂದ್ಯಾವಳಿಯಲ್ಲಿ ವಿಜೇತರಿಗೆ ಪಾಲಿಕೆ ಸದಸ್ಯ ಆಸೀಫ್ ಭಾಷಾ ಅವರು ವಿಶೇಷ ಬಹುಮಾನ ವಿತರಿಸಿ ಶುಭ ಕೋರಿದರು. ತಮಿಳು ಸಮುದಾಯದ ಮುಖಂಡರಾದ ಶಿವ ಪ್ರಕಾಶ್, ಶಿವಾಜಿ, ಶಿವ ಕುಮಾರ್ ಸೇರಿದಂತೆ ಅನೇಕ ಮುಖಂಡರು ಉಪಸ್ಥಿತರಿದ್ದರು. bbox=[39, 946, 509, 1022]
bus-headline-2: ಗಳ ಸಂಚಾರ ಆರಂಭಿಸಲಿದೆ ಬಿಎಂಟಿಸಿ bbox=[546, 1919, 725, 1937]
lead-photo bbox=[297, 168, 736, 434]
cricket-photo bbox=[39, 695, 509, 922]
lead-headline: ನಿರಂತರ ಆಧ್ಯಾತ್ಮ ಸಾಧನೆಯಲ್ಲಿ ತೊಡಗಿಕೊಳ್ಳಿ: ಸ್ವಾಮಿ ನಿರ್ಭಯಾನಂದ ಸರಸ್ವತಿ bbox=[32, 104, 973, 160]
ainathreddy-headline: ಕೆಚ್ಚಲು ಕೊಯ್ದವರವನ್ನು ಶಿಕ್ಷೆಗೆ ಗುರಿಪಡಿಸಲಿ: ಐನಾಥರೆಡ್ಡಿ ಒತ್ತಾಯ bbox=[522, 2144, 1451, 2186]
registration-mark-yellow-3 bbox=[1392, 2439, 1414, 2460]
murder-photo-illustration bbox=[39, 1957, 509, 2148]
pacs-photo bbox=[313, 1160, 835, 1485]
